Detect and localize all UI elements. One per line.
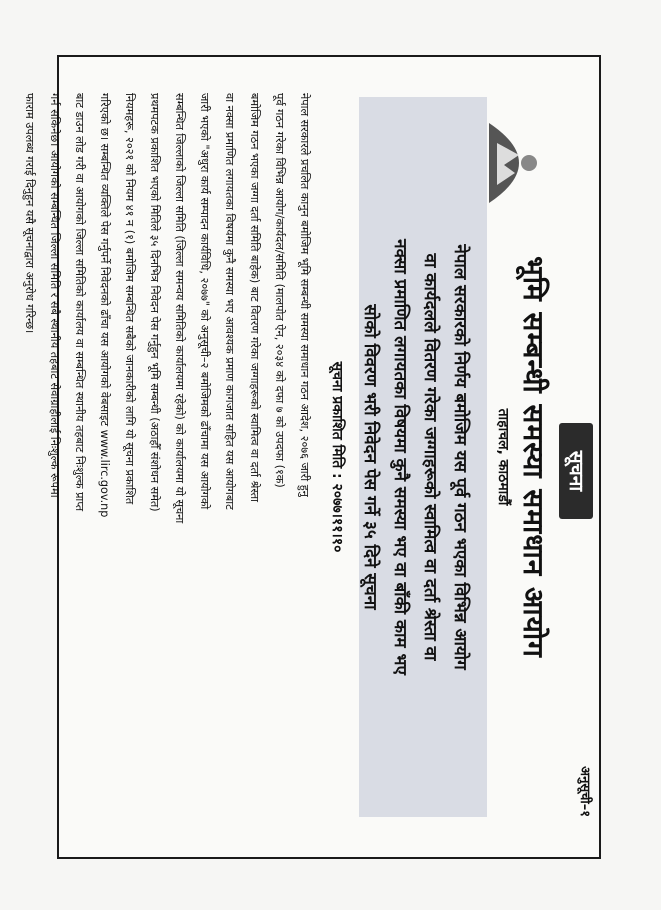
commission-location: ताहाचल, काठमाडौं — [494, 408, 511, 506]
body-line: पूर्व गठन गरेका विभिन्न आयोग/कार्यदल/समिति (मालपोत ऐन, २०३४ को दफा ७ को उपदफा (१क) — [272, 93, 286, 488]
headline-line: नक्सा प्रमाणित लगायतका विषयमा कुनै समस्या भए वा बाँकी काम भए — [389, 239, 410, 675]
notice-body — [17, 93, 317, 821]
body-line: बाट डाउन लोड गरी वा आयोगको जिल्ला समितिको कार्यालय वा सम्बन्धित स्थानीय तहबाट निःशुल्क प्राप्त — [72, 93, 86, 512]
body-line: नियमहरू, २०२१ को नियम ४१ न (१) बमोजिम सम्बन्धित सबैको जानकारीको लागि यो सूचना प्रकाशित — [122, 93, 136, 505]
headline-line: वा कार्यदलले वितरण गरेका जग्गाहरूको स्वामित्व वा दर्ता श्रेस्ता वा — [419, 253, 440, 661]
body-line: प्रथमपटक प्रकाशित भएको मितिले ३५ दिनभित्र निवेदन पेस गर्नुहुन भूमि सम्बन्धी (अठाहौँ संशोधन समेत) — [147, 93, 161, 512]
notice-frame — [22, 55, 601, 859]
body-line: बमोजिम गठन भएका जग्गा दर्ता समिति बाहेक) बाट वितरण गरेका जग्गाहरूको स्वामित्व वा दर्ता श्रेस्ता — [247, 93, 261, 502]
notice-document — [22, 25, 631, 885]
commission-title: भूमि सम्बन्धी समस्या समाधान आयोग — [516, 256, 550, 658]
publication-date: सूचना प्रकाशित मिति : २०७७।११।१० — [328, 361, 345, 553]
body-line: सम्बन्धित जिल्लाको जिल्ला समिति (जिल्ला समन्वय समितिको कार्यालयमा रहेको) को कार्यालयमा यो सूचना — [172, 93, 186, 524]
notice-headline — [359, 97, 487, 817]
body-line: जारी भएको "अधुरा कार्य सम्पादन कार्यविधि, २०७७" को अनुसूची–२ बमोजिमको ढाँचामा यस आयोगको — [197, 93, 211, 510]
notice-badge: सूचना — [559, 423, 593, 519]
headline-line: सोको विवरण भरी निवेदन पेस गर्ने ३५ दिने सूचना — [359, 304, 380, 610]
body-line: नेपाल सरकारले प्रचलित कानुन बमोजिम भूमि सम्बन्धी समस्या समाधान गठन आदेश, २०७६ जारी हुनु — [297, 93, 311, 497]
body-line: वा नक्सा प्रमाणित लगायतका विषयमा कुनै समस्या भए आवश्यक प्रमाण कागजात सहित यस आयोगबाट — [222, 93, 236, 510]
body-line: गर्न सकिनेछ। आयोगको सम्बन्धित जिल्ला समिति र सबै स्थानीय तहबाट सेवाग्राहीलाई निःशुल्क रूपमा — [47, 93, 61, 498]
schedule-label: अनुसूची–१ — [576, 766, 592, 817]
body-line: गरिएको छ। सम्बन्धित व्यक्तिले पेस गर्नुपर्ने निवेदनको ढाँचा यस आयोगको वेबसाइट www.lirc.gov.np — [97, 93, 111, 518]
headline-line: नेपाल सरकारको निर्णय बमोजिम यस पूर्व गठन भएका विभिन्न आयोग — [449, 244, 470, 670]
body-line: फाराम उपलब्ध गराई दिनुहुन यसै सूचनाद्वारा अनुरोध गरिन्छ। — [22, 93, 36, 334]
